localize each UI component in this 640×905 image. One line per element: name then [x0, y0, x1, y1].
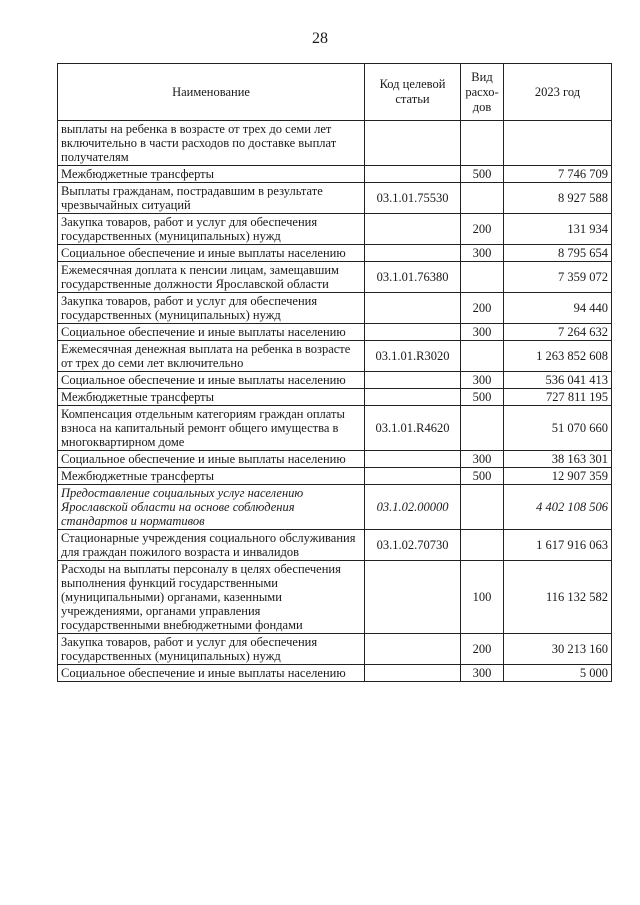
cell-name: Социальное обеспечение и иные выплаты населению — [58, 665, 365, 682]
cell-type — [461, 485, 504, 530]
cell-code — [365, 665, 461, 682]
cell-code — [365, 468, 461, 485]
cell-type: 200 — [461, 293, 504, 324]
table-row — [58, 121, 612, 166]
cell-amount: 131 934 — [504, 214, 612, 245]
cell-name: Выплаты гражданам, пострадавшим в результате чрезвычайных ситуаций — [58, 183, 365, 214]
cell-amount: 12 907 359 — [504, 468, 612, 485]
header-name: Наименование — [58, 64, 365, 121]
cell-type — [461, 406, 504, 451]
header-type: Вид расхо-дов — [461, 64, 504, 121]
page-number: 28 — [312, 30, 328, 47]
cell-name: Предоставление социальных услуг населению Ярославской области на основе соблюдения стандартов и нормативов — [58, 485, 365, 530]
cell-amount: 727 811 195 — [504, 389, 612, 406]
table-row — [58, 166, 612, 183]
cell-type — [461, 341, 504, 372]
header-code: Код целевой статьи — [365, 64, 461, 121]
cell-amount: 4 402 108 506 — [504, 485, 612, 530]
cell-name: выплаты на ребенка в возрасте от трех до семи лет включительно в части расходов по доставке выплат получателям — [58, 121, 365, 166]
cell-amount: 7 264 632 — [504, 324, 612, 341]
cell-code — [365, 634, 461, 665]
cell-type — [461, 121, 504, 166]
cell-type: 300 — [461, 665, 504, 682]
cell-type: 300 — [461, 372, 504, 389]
cell-code — [365, 121, 461, 166]
cell-code — [365, 561, 461, 634]
cell-amount: 8 795 654 — [504, 245, 612, 262]
cell-code — [365, 166, 461, 183]
cell-name: Закупка товаров, работ и услуг для обеспечения государственных (муниципальных) нужд — [58, 293, 365, 324]
cell-amount: 51 070 660 — [504, 406, 612, 451]
table-row — [58, 341, 612, 372]
table-row — [58, 530, 612, 561]
cell-amount: 5 000 — [504, 665, 612, 682]
table-row — [58, 293, 612, 324]
cell-type: 300 — [461, 324, 504, 341]
table-body — [58, 121, 612, 682]
cell-amount: 1 263 852 608 — [504, 341, 612, 372]
cell-type — [461, 530, 504, 561]
cell-amount: 7 359 072 — [504, 262, 612, 293]
table-row — [58, 324, 612, 341]
cell-code — [365, 293, 461, 324]
cell-amount — [504, 121, 612, 166]
cell-amount: 30 213 160 — [504, 634, 612, 665]
cell-amount: 94 440 — [504, 293, 612, 324]
cell-code — [365, 451, 461, 468]
budget-table — [57, 63, 612, 682]
cell-name: Ежемесячная доплата к пенсии лицам, замещавшим государственные должности Ярославской области — [58, 262, 365, 293]
table-row — [58, 485, 612, 530]
cell-name: Межбюджетные трансферты — [58, 468, 365, 485]
table-row — [58, 372, 612, 389]
cell-name: Межбюджетные трансферты — [58, 166, 365, 183]
cell-name: Стационарные учреждения социального обслуживания для граждан пожилого возраста и инвалидов — [58, 530, 365, 561]
cell-type: 100 — [461, 561, 504, 634]
cell-type: 500 — [461, 166, 504, 183]
cell-type: 500 — [461, 468, 504, 485]
cell-type: 300 — [461, 451, 504, 468]
header-amount: 2023 год — [504, 64, 612, 121]
cell-type — [461, 183, 504, 214]
cell-amount: 536 041 413 — [504, 372, 612, 389]
cell-name: Закупка товаров, работ и услуг для обеспечения государственных (муниципальных) нужд — [58, 634, 365, 665]
cell-code: 03.1.01.R4620 — [365, 406, 461, 451]
table-row — [58, 406, 612, 451]
cell-code — [365, 245, 461, 262]
cell-code: 03.1.01.76380 — [365, 262, 461, 293]
table-header — [58, 64, 612, 121]
cell-amount: 38 163 301 — [504, 451, 612, 468]
cell-amount: 8 927 588 — [504, 183, 612, 214]
cell-name: Межбюджетные трансферты — [58, 389, 365, 406]
cell-code: 03.1.02.70730 — [365, 530, 461, 561]
cell-amount: 1 617 916 063 — [504, 530, 612, 561]
cell-code — [365, 389, 461, 406]
cell-type: 300 — [461, 245, 504, 262]
cell-code — [365, 324, 461, 341]
table-row — [58, 665, 612, 682]
table-row — [58, 451, 612, 468]
cell-name: Социальное обеспечение и иные выплаты населению — [58, 245, 365, 262]
header-row — [58, 64, 612, 121]
cell-name: Социальное обеспечение и иные выплаты населению — [58, 324, 365, 341]
cell-amount: 116 132 582 — [504, 561, 612, 634]
cell-type — [461, 262, 504, 293]
cell-type: 200 — [461, 634, 504, 665]
cell-code — [365, 372, 461, 389]
cell-code: 03.1.02.00000 — [365, 485, 461, 530]
table-row — [58, 561, 612, 634]
table-row — [58, 634, 612, 665]
cell-name: Расходы на выплаты персоналу в целях обеспечения выполнения функций государственными (муниципальными) органами, казенными учреждениями, органами управления государственными внебюджетными фондами — [58, 561, 365, 634]
cell-amount: 7 746 709 — [504, 166, 612, 183]
cell-name: Ежемесячная денежная выплата на ребенка в возрасте от трех до семи лет включительно — [58, 341, 365, 372]
cell-type: 500 — [461, 389, 504, 406]
table-row — [58, 245, 612, 262]
cell-code — [365, 214, 461, 245]
table-row — [58, 214, 612, 245]
table-row — [58, 262, 612, 293]
table-row — [58, 468, 612, 485]
cell-type: 200 — [461, 214, 504, 245]
cell-code: 03.1.01.R3020 — [365, 341, 461, 372]
table-row — [58, 183, 612, 214]
cell-name: Социальное обеспечение и иные выплаты населению — [58, 372, 365, 389]
cell-name: Компенсация отдельным категориям граждан оплаты взноса на капитальный ремонт общего имущества в многоквартирном доме — [58, 406, 365, 451]
table-row — [58, 389, 612, 406]
cell-name: Социальное обеспечение и иные выплаты населению — [58, 451, 365, 468]
cell-code: 03.1.01.75530 — [365, 183, 461, 214]
cell-name: Закупка товаров, работ и услуг для обеспечения государственных (муниципальных) нужд — [58, 214, 365, 245]
